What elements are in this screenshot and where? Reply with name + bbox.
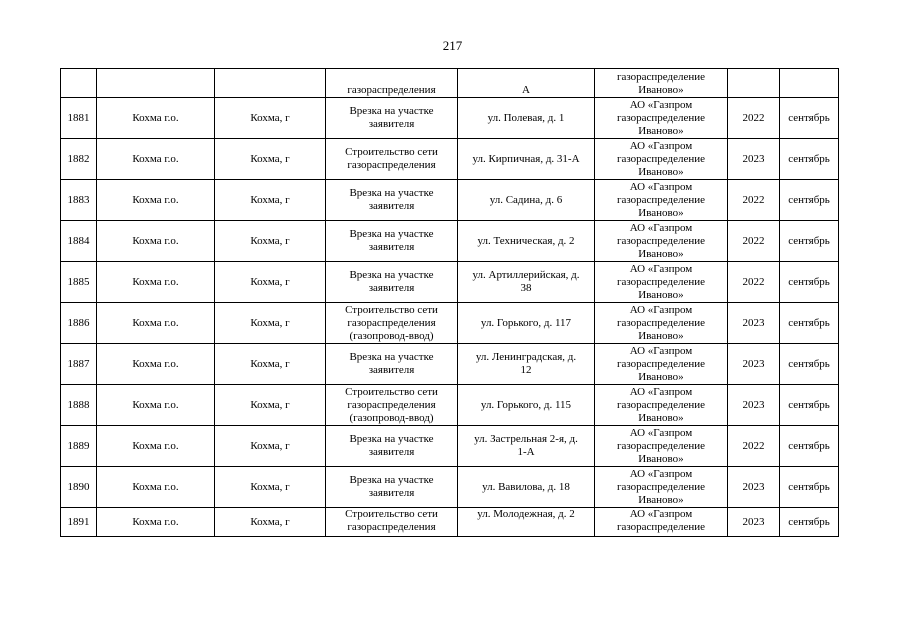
cell-district: Кохма г.о.: [97, 221, 215, 262]
cell-district: Кохма г.о.: [97, 467, 215, 508]
cell-work-type: [326, 98, 458, 139]
cell-work-type-line: заявителя: [368, 200, 415, 212]
cell-address: [458, 467, 595, 508]
cell-month: сентябрь: [780, 221, 839, 262]
cell-number: 1884: [61, 221, 97, 262]
cell-organization: [595, 344, 728, 385]
cell-organization-line: Иваново»: [638, 84, 684, 96]
cell-organization-line: газораспределение: [616, 316, 706, 329]
cell-work-type-line: заявителя: [368, 118, 415, 130]
cell-address-line: ул. Горького, д. 117: [480, 316, 572, 329]
cell-locality: Кохма, г: [215, 98, 326, 139]
cell-organization-line: газораспределение: [616, 439, 706, 452]
cell-year: 2022: [728, 262, 780, 303]
cell-year: 2023: [728, 303, 780, 344]
cell-year: 2022: [728, 180, 780, 221]
cell-work-type-line: Строительство сети: [345, 303, 438, 316]
cell-address-line: ул. Ленинградская, д.: [475, 351, 577, 363]
cell-organization-line: газораспределение: [616, 152, 706, 165]
cell-organization-line: газораспределение: [616, 234, 706, 247]
cell-address-line: ул. Артиллерийская, д.: [472, 269, 580, 281]
cell-work-type-line: Строительство сети: [345, 508, 438, 520]
cell-organization: [595, 69, 728, 98]
cell-locality: Кохма, г: [215, 221, 326, 262]
cell-district: Кохма г.о.: [97, 98, 215, 139]
cell-number: 1890: [61, 467, 97, 508]
cell-year: 2023: [728, 467, 780, 508]
cell-work-type: [326, 508, 458, 537]
cell-work-type-line: Врезка на участке: [349, 105, 434, 117]
cell-number: 1891: [61, 508, 97, 537]
page-number: 217: [442, 38, 463, 53]
table-row: [61, 262, 839, 303]
cell-organization: [595, 467, 728, 508]
cell-work-type-line: Врезка на участке: [349, 474, 434, 486]
cell-organization-line: АО «Газпром: [629, 139, 693, 152]
cell-organization-line: АО «Газпром: [629, 467, 693, 480]
cell-organization-line: газораспределение: [616, 275, 706, 288]
cell-year: 2023: [728, 139, 780, 180]
cell-organization-line: Иваново»: [638, 206, 684, 219]
cell-work-type: [326, 139, 458, 180]
cell-organization-line: АО «Газпром: [629, 344, 693, 357]
cell-district: [97, 69, 215, 98]
cell-work-type-line: Врезка на участке: [349, 228, 434, 240]
cell-organization-line: Иваново»: [638, 411, 684, 424]
cell-locality: Кохма, г: [215, 139, 326, 180]
cell-address-line: ул. Садина, д. 6: [489, 193, 563, 206]
cell-year: 2022: [728, 426, 780, 467]
cell-work-type-line: газораспределения: [347, 159, 436, 171]
cell-number: 1886: [61, 303, 97, 344]
cell-month: [780, 69, 839, 98]
cell-locality: Кохма, г: [215, 385, 326, 426]
cell-locality: Кохма, г: [215, 467, 326, 508]
cell-locality: [215, 69, 326, 98]
cell-month: сентябрь: [780, 426, 839, 467]
gas-connection-table: [60, 68, 839, 537]
cell-organization: [595, 262, 728, 303]
cell-work-type-line: (газопровод-ввод): [349, 329, 434, 342]
cell-work-type-line: Врезка на участке: [349, 351, 434, 363]
cell-organization: [595, 180, 728, 221]
cell-address-line: ул. Горького, д. 115: [480, 398, 572, 411]
cell-address: [458, 344, 595, 385]
cell-address: [458, 180, 595, 221]
cell-organization: [595, 98, 728, 139]
cell-address-line: 12: [520, 364, 532, 376]
cell-work-type-line: газораспределения: [347, 316, 436, 329]
cell-locality: Кохма, г: [215, 508, 326, 537]
cell-work-type: [326, 344, 458, 385]
cell-year: 2022: [728, 98, 780, 139]
cell-organization-line: АО «Газпром: [629, 98, 693, 111]
cell-address-line: ул. Молодежная, д. 2: [477, 508, 575, 520]
cell-district: Кохма г.о.: [97, 385, 215, 426]
cell-number: 1885: [61, 262, 97, 303]
cell-month: сентябрь: [780, 98, 839, 139]
cell-organization-line: АО «Газпром: [629, 426, 693, 439]
cell-number: 1882: [61, 139, 97, 180]
cell-work-type: [326, 385, 458, 426]
cell-organization-line: Иваново»: [638, 247, 684, 260]
cell-year: 2023: [728, 385, 780, 426]
cell-year: 2023: [728, 344, 780, 385]
cell-address: [458, 262, 595, 303]
cell-work-type-line: заявителя: [368, 364, 415, 376]
cell-organization-line: АО «Газпром: [629, 508, 693, 520]
table-row: [61, 467, 839, 508]
cell-number: 1887: [61, 344, 97, 385]
cell-organization: [595, 508, 728, 537]
cell-locality: Кохма, г: [215, 262, 326, 303]
cell-work-type-line: заявителя: [368, 487, 415, 499]
cell-organization-line: АО «Газпром: [629, 180, 693, 193]
cell-month: сентябрь: [780, 385, 839, 426]
cell-address-line: 38: [520, 282, 532, 294]
cell-work-type: [326, 262, 458, 303]
cell-district: Кохма г.о.: [97, 344, 215, 385]
cell-district: Кохма г.о.: [97, 262, 215, 303]
cell-organization: [595, 221, 728, 262]
cell-month: сентябрь: [780, 262, 839, 303]
cell-work-type-line: газораспределения: [347, 84, 436, 96]
cell-number: 1883: [61, 180, 97, 221]
table-row: [61, 69, 839, 98]
cell-work-type-line: газораспределения: [347, 521, 436, 533]
cell-month: сентябрь: [780, 467, 839, 508]
table-body: [61, 69, 839, 537]
cell-district: Кохма г.о.: [97, 180, 215, 221]
cell-month: сентябрь: [780, 508, 839, 537]
cell-locality: Кохма, г: [215, 180, 326, 221]
cell-number: 1889: [61, 426, 97, 467]
cell-address: [458, 69, 595, 98]
cell-month: сентябрь: [780, 139, 839, 180]
cell-organization-line: газораспределение: [616, 71, 706, 83]
table-row: [61, 385, 839, 426]
cell-organization-line: Иваново»: [638, 370, 684, 383]
cell-work-type: [326, 426, 458, 467]
table-row: [61, 426, 839, 467]
cell-year: 2023: [728, 508, 780, 537]
cell-locality: Кохма, г: [215, 344, 326, 385]
cell-locality: Кохма, г: [215, 426, 326, 467]
cell-work-type-line: заявителя: [368, 446, 415, 458]
table-row: [61, 303, 839, 344]
cell-organization-line: Иваново»: [638, 124, 684, 137]
cell-organization-line: Иваново»: [638, 493, 684, 506]
cell-work-type: [326, 69, 458, 98]
cell-locality: Кохма, г: [215, 303, 326, 344]
cell-organization-line: АО «Газпром: [629, 221, 693, 234]
cell-organization: [595, 303, 728, 344]
cell-work-type-line: заявителя: [368, 241, 415, 253]
cell-work-type: [326, 221, 458, 262]
cell-district: Кохма г.о.: [97, 303, 215, 344]
table-row: [61, 98, 839, 139]
cell-organization-line: АО «Газпром: [629, 385, 693, 398]
cell-work-type-line: Строительство сети: [345, 146, 438, 158]
cell-organization-line: Иваново»: [638, 165, 684, 178]
cell-organization-line: Иваново»: [638, 452, 684, 465]
cell-address-line: ул. Полевая, д. 1: [487, 111, 565, 124]
cell-work-type: [326, 303, 458, 344]
cell-number: 1881: [61, 98, 97, 139]
cell-district: Кохма г.о.: [97, 426, 215, 467]
cell-address: [458, 221, 595, 262]
table-row: [61, 180, 839, 221]
cell-address-line: 1-А: [517, 446, 535, 458]
cell-organization-line: газораспределение: [616, 111, 706, 124]
cell-work-type-line: заявителя: [368, 282, 415, 294]
cell-address: [458, 303, 595, 344]
cell-organization-line: газораспределение: [616, 521, 706, 533]
cell-organization: [595, 139, 728, 180]
cell-organization-line: газораспределение: [616, 193, 706, 206]
cell-work-type-line: Врезка на участке: [349, 433, 434, 445]
cell-work-type-line: Строительство сети: [345, 385, 438, 398]
cell-organization-line: газораспределение: [616, 480, 706, 493]
cell-organization-line: газораспределение: [616, 398, 706, 411]
cell-address: [458, 508, 595, 537]
cell-work-type: [326, 180, 458, 221]
cell-address-line: ул. Кирпичная, д. 31-А: [472, 152, 580, 165]
cell-number: [61, 69, 97, 98]
cell-month: сентябрь: [780, 344, 839, 385]
cell-district: Кохма г.о.: [97, 139, 215, 180]
table-row: [61, 139, 839, 180]
cell-organization-line: газораспределение: [616, 357, 706, 370]
cell-work-type-line: газораспределения: [347, 398, 436, 411]
cell-district: Кохма г.о.: [97, 508, 215, 537]
cell-work-type-line: (газопровод-ввод): [349, 411, 434, 424]
table-row: [61, 344, 839, 385]
cell-address-line: ул. Застрельная 2-я, д.: [474, 433, 578, 445]
cell-address: [458, 98, 595, 139]
table-row: [61, 508, 839, 537]
cell-address-line: А: [522, 84, 530, 96]
cell-number: 1888: [61, 385, 97, 426]
cell-address: [458, 385, 595, 426]
cell-year: 2022: [728, 221, 780, 262]
cell-work-type-line: Врезка на участке: [349, 269, 434, 281]
cell-organization-line: АО «Газпром: [629, 262, 693, 275]
cell-month: сентябрь: [780, 303, 839, 344]
cell-address-line: ул. Техническая, д. 2: [477, 234, 575, 247]
cell-address: [458, 426, 595, 467]
cell-organization-line: АО «Газпром: [629, 303, 693, 316]
cell-organization-line: Иваново»: [638, 288, 684, 301]
cell-address-line: ул. Вавилова, д. 18: [482, 480, 570, 493]
cell-work-type-line: Врезка на участке: [349, 187, 434, 199]
cell-organization-line: Иваново»: [638, 329, 684, 342]
cell-organization: [595, 426, 728, 467]
cell-month: сентябрь: [780, 180, 839, 221]
table-row: [61, 221, 839, 262]
cell-address: [458, 139, 595, 180]
cell-work-type: [326, 467, 458, 508]
cell-year: [728, 69, 780, 98]
cell-organization: [595, 385, 728, 426]
